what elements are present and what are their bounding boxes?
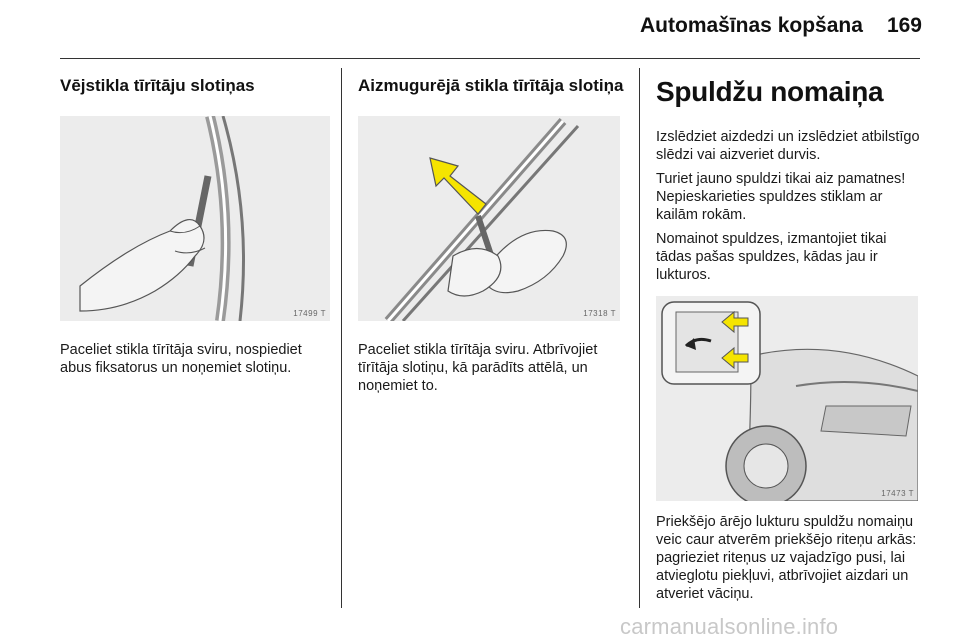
paragraph: Turiet jauno spuldzi tikai aiz pamatnes! Nepieskarieties spuldzes stiklam ar kailām rokām. — [656, 171, 906, 223]
figure-code: 17473 T — [881, 489, 914, 498]
paragraph: Priekšējo ārējo lukturu spuldžu nomaiņu veic caur atverēm priekšējo riteņu arkās: pagrieziet riteņus uz vajadzīgo pusi, lai atvieglotu piekļuvi, atbrīvojiet aizdari un atveriet vāciņu. — [656, 514, 917, 602]
column-rear-wiper — [358, 76, 628, 395]
section-heading-rear-wiper: Aizmugurējā stikla tīrītāja slotiņa — [358, 76, 624, 95]
paragraph: Izslēdziet aizdedzi un izslēdziet atbilstīgo slēdzi vai aizveriet durvis. — [656, 129, 920, 163]
figure-code: 17499 T — [293, 309, 326, 318]
page-number: 169 — [886, 14, 922, 37]
column-divider-2 — [639, 68, 640, 608]
rear-wiper-drawing — [358, 116, 620, 321]
figure-code: 17318 T — [583, 309, 616, 318]
column-bulb-replacement — [656, 76, 924, 603]
headlight-access-illustration — [656, 296, 918, 501]
caption-windscreen-wiper: Paceliet stikla tīrītāja sviru, nospiediet abus fiksatorus un noņemiet slotiņu. — [60, 342, 302, 376]
rear-wiper-illustration — [358, 116, 620, 321]
wiper-hand-drawing — [60, 116, 330, 321]
watermark: carmanualsonline.info — [620, 614, 839, 639]
header-title: Automašīnas kopšana — [640, 14, 863, 37]
caption-rear-wiper: Paceliet stikla tīrītāja sviru. Atbrīvojiet tīrītāja slotiņu, kā parādīts attēlā, un noņemiet to. — [358, 342, 598, 394]
header-divider — [60, 58, 920, 59]
yellow-arrow-icon — [430, 158, 486, 214]
section-heading-windscreen-wiper: Vējstikla tīrītāju slotiņas — [60, 76, 255, 95]
column-divider-1 — [341, 68, 342, 608]
section-heading-bulb-replacement: Spuldžu nomaiņa — [656, 76, 884, 107]
paragraph: Nomainot spuldzes, izmantojiet tikai tādas pašas spuldzes, kādas jau ir lukturos. — [656, 231, 887, 283]
car-wheel-arch-drawing — [656, 296, 918, 501]
column-windscreen-wiper — [60, 76, 330, 377]
windscreen-wiper-illustration — [60, 116, 330, 321]
